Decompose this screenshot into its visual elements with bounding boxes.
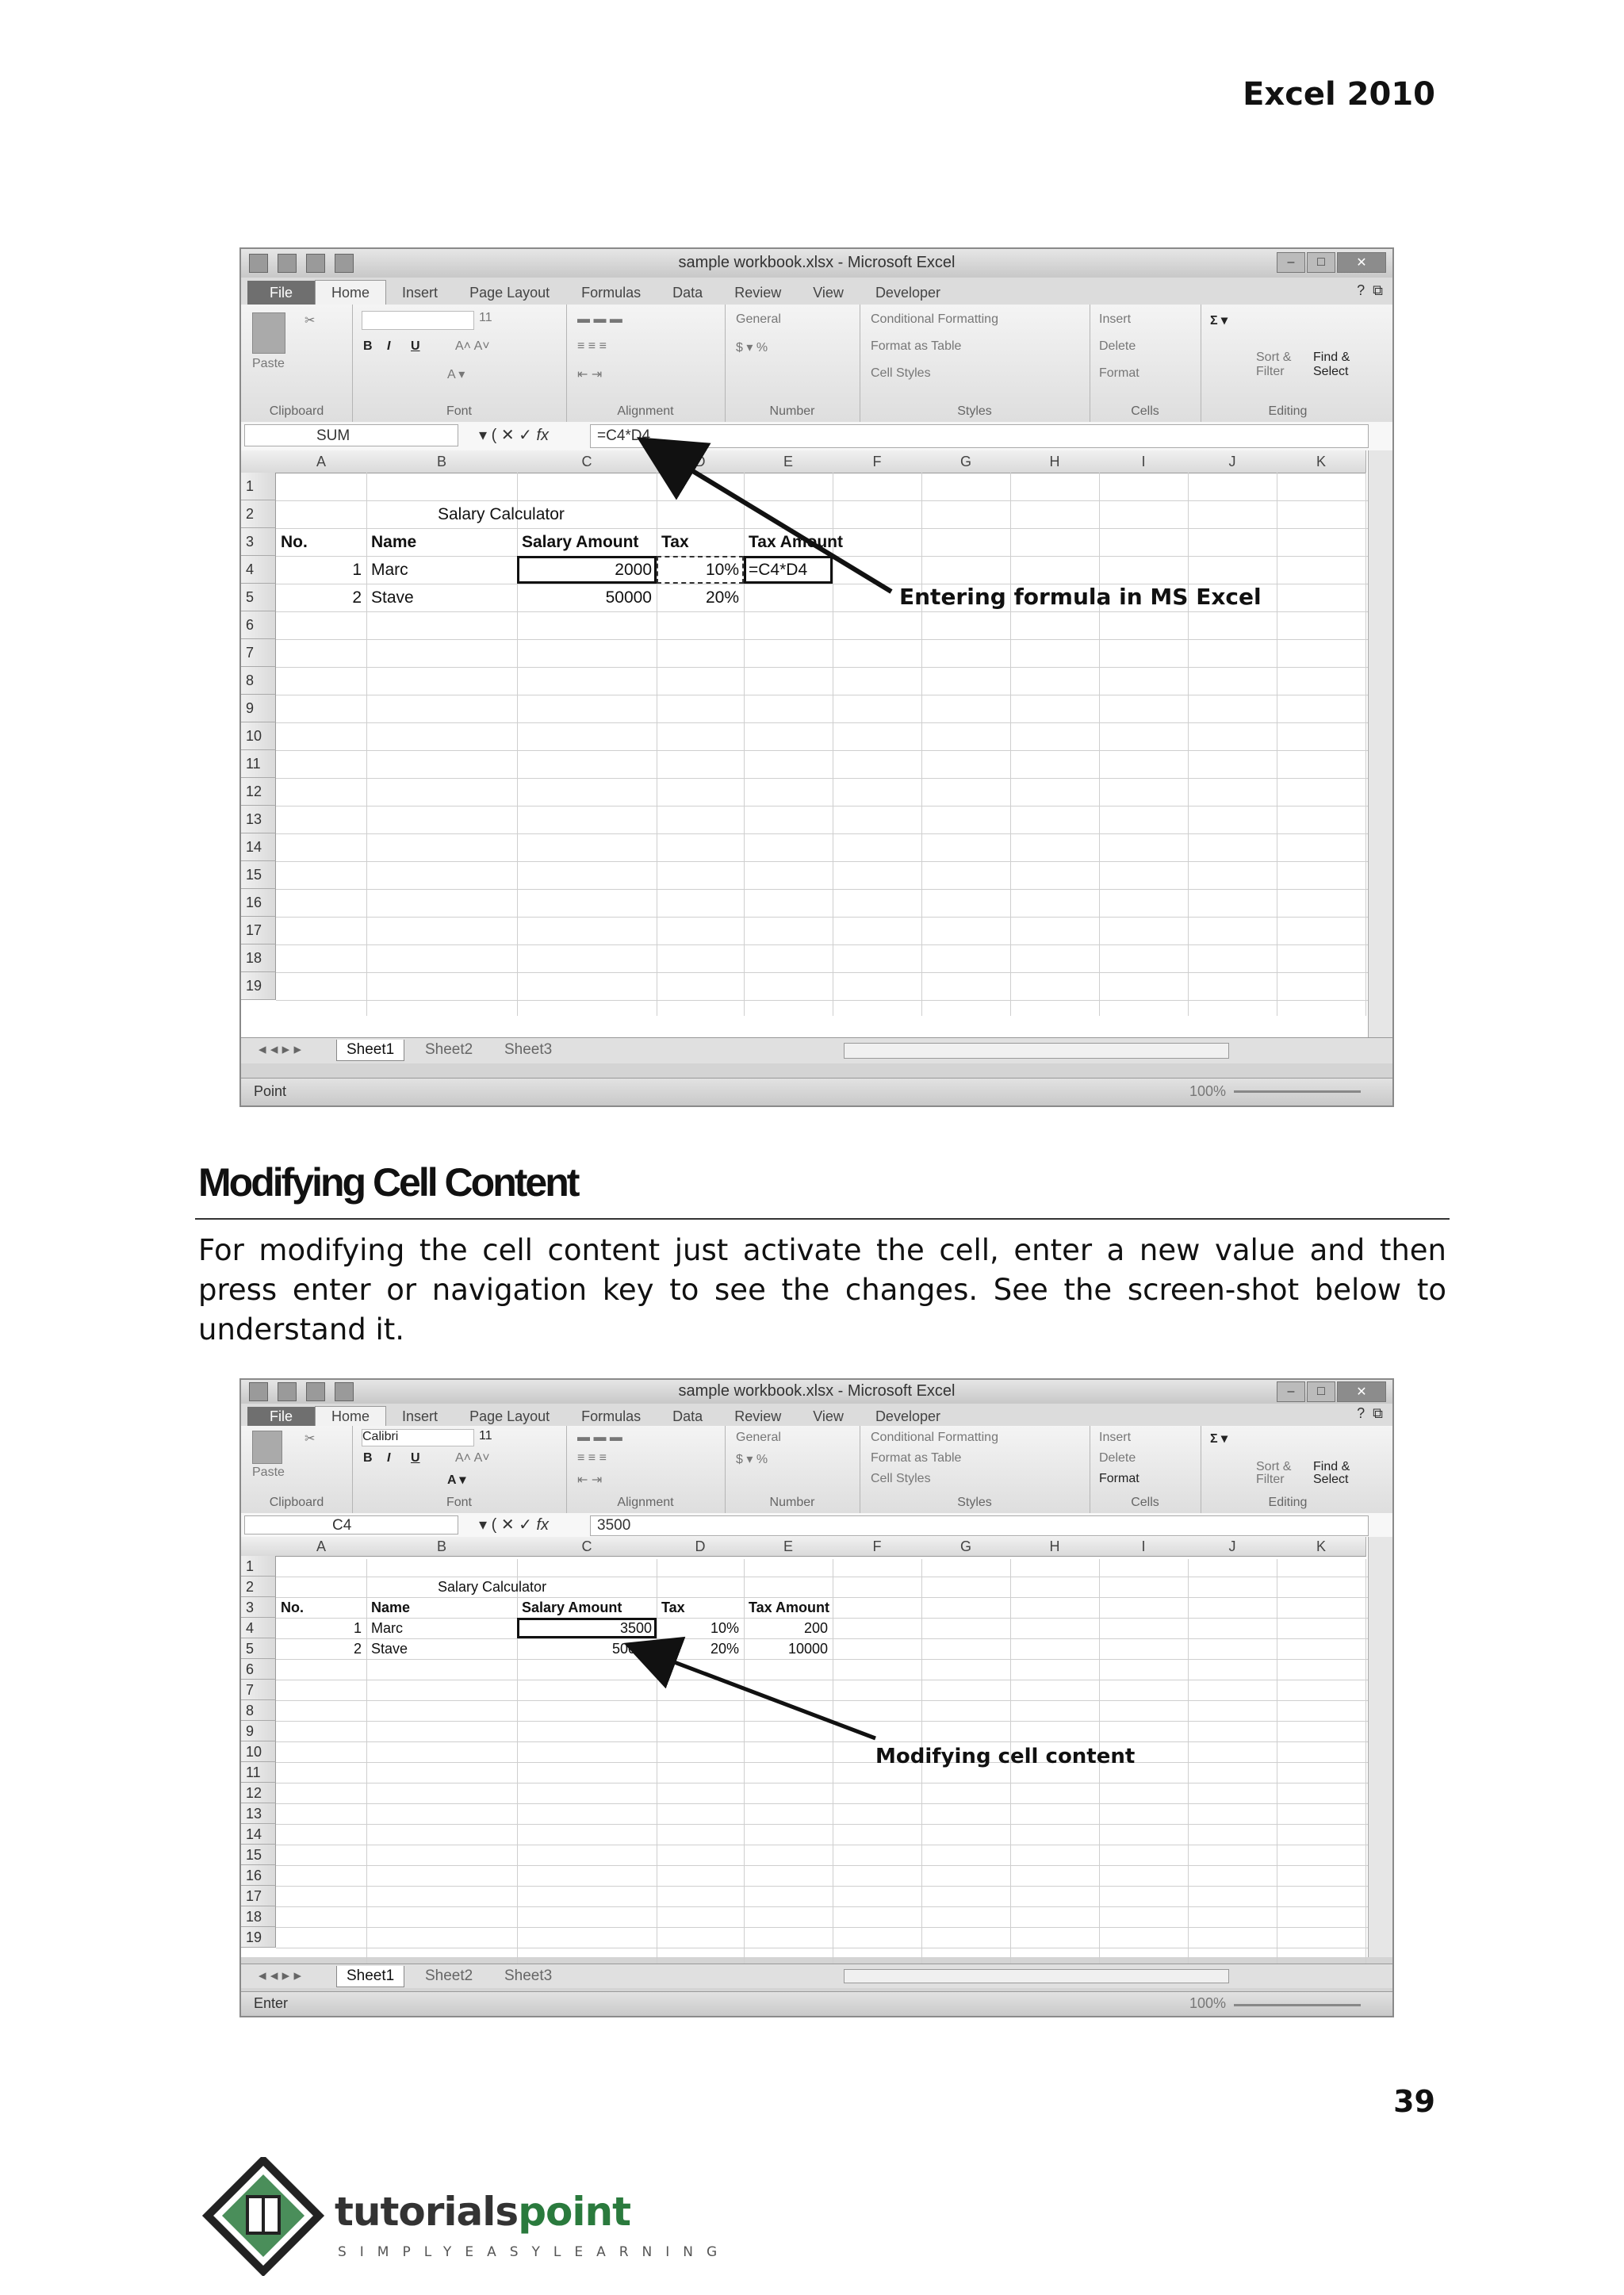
row-header-16[interactable]: 16 <box>241 889 276 917</box>
sheet-tab-2[interactable]: Sheet2 <box>425 1041 473 1058</box>
name-box[interactable]: SUM <box>244 424 458 446</box>
sheet-tab-3[interactable]: Sheet3 <box>504 1967 553 1984</box>
close-button[interactable]: ✕ <box>1337 1381 1386 1402</box>
tab-data[interactable]: Data <box>672 1408 703 1424</box>
tab-review[interactable]: Review <box>734 1408 782 1424</box>
column-header-a[interactable]: A <box>276 1537 367 1557</box>
column-header-g[interactable]: G <box>921 450 1011 473</box>
cell-e3[interactable]: Tax Amount <box>749 533 843 551</box>
cell-c3[interactable]: Salary Amount <box>522 533 639 551</box>
cell-c5[interactable]: 50000 <box>611 1641 652 1657</box>
paste-button[interactable]: Paste <box>252 357 285 370</box>
cell-a5[interactable]: 2 <box>353 1641 362 1657</box>
clipboard-label: Clipboard <box>269 404 324 418</box>
sheet-tab-1[interactable]: Sheet1 <box>336 1966 404 1987</box>
cells-label: Cells <box>1131 1496 1159 1509</box>
column-header-d[interactable]: D <box>657 450 745 473</box>
cell-styles-button[interactable]: Cell Styles <box>871 366 931 380</box>
column-header-g[interactable]: G <box>921 1537 1011 1557</box>
bold-button[interactable]: B <box>363 1451 373 1465</box>
status-mode: Point <box>254 1083 287 1099</box>
row-header-7[interactable]: 7 <box>241 639 276 667</box>
cell-d4[interactable]: 10% <box>710 1620 739 1636</box>
column-header-j[interactable]: J <box>1188 1537 1277 1557</box>
column-header-e[interactable]: E <box>744 450 833 473</box>
paste-button[interactable]: Paste <box>252 1466 285 1479</box>
tab-insert[interactable]: Insert <box>402 1408 439 1424</box>
column-header-f[interactable]: F <box>833 1537 922 1557</box>
formula-input[interactable]: =C4*D4 <box>590 424 1369 448</box>
cell-styles-button[interactable]: Cell Styles <box>871 1472 931 1485</box>
sheet-tab-2[interactable]: Sheet2 <box>425 1967 473 1984</box>
styles-label: Styles <box>957 1496 992 1509</box>
currency-icon[interactable]: $ ▾ % <box>736 1453 768 1466</box>
column-header-b[interactable]: B <box>366 450 518 473</box>
row-header-9[interactable]: 9 <box>241 1721 276 1741</box>
row-header-10[interactable]: 10 <box>241 1741 276 1762</box>
number-label: Number <box>769 404 815 418</box>
number-format-box[interactable]: General <box>736 1431 781 1444</box>
logo-wordmark <box>335 2189 630 2235</box>
cell-d5[interactable]: 20% <box>710 1641 739 1657</box>
tab-page-layout[interactable]: Page Layout <box>469 1408 550 1424</box>
row-header-5[interactable]: 5 <box>241 584 276 611</box>
annotation-text: Entering formula in MS Excel <box>899 584 1262 610</box>
row-header-8[interactable]: 8 <box>241 1700 276 1721</box>
tab-view[interactable]: View <box>813 285 844 301</box>
excel-screenshot-formula <box>239 247 1394 1107</box>
logo-tagline: SIMPLYEASYLEARNING <box>338 2244 731 2260</box>
window-title: sample workbook.xlsx - Microsoft Excel <box>678 1382 956 1400</box>
font-size-box[interactable]: 11 <box>479 1429 492 1443</box>
row-header-2[interactable]: 2 <box>241 1577 276 1597</box>
column-header-a[interactable]: A <box>276 450 367 473</box>
conditional-formatting-button[interactable]: Conditional Formatting <box>871 1431 998 1444</box>
section-title: Modifying Cell Content <box>198 1160 578 1205</box>
insert-cells-button[interactable]: Insert <box>1099 312 1132 326</box>
number-label: Number <box>769 1496 815 1509</box>
row-header-14[interactable]: 14 <box>241 833 276 861</box>
column-header-f[interactable]: F <box>833 450 922 473</box>
tab-home[interactable]: Home <box>315 280 386 305</box>
cell-e4[interactable]: =C4*D4 <box>749 561 808 579</box>
cells-label: Cells <box>1131 404 1159 418</box>
cell-a3[interactable]: No. <box>281 533 308 551</box>
row-header-6[interactable]: 6 <box>241 1659 276 1680</box>
align-center-icon[interactable]: ≡ ≡ ≡ <box>577 1451 607 1465</box>
formula-icons[interactable]: ▾ ( ✕ ✓ fx <box>479 1516 550 1534</box>
cell-c3[interactable]: Salary Amount <box>522 1600 622 1615</box>
cell-e4[interactable]: 200 <box>803 1620 828 1636</box>
maximize-button[interactable]: □ <box>1307 1381 1335 1402</box>
row-header-18[interactable]: 18 <box>241 1906 276 1927</box>
cell-b4[interactable]: Marc <box>371 561 408 579</box>
styles-label: Styles <box>957 404 992 418</box>
tab-home[interactable]: Home <box>315 1406 386 1426</box>
name-box[interactable]: C4 <box>244 1515 458 1534</box>
sheet-tab-3[interactable]: Sheet3 <box>504 1041 553 1058</box>
cell-c4[interactable]: 3500 <box>619 1620 652 1636</box>
font-label: Font <box>446 404 472 418</box>
conditional-formatting-button[interactable]: Conditional Formatting <box>871 312 998 326</box>
row-header-13[interactable]: 13 <box>241 1803 276 1824</box>
tab-file[interactable]: File <box>247 1407 315 1426</box>
grow-font-icon[interactable]: A˄ A˅ <box>455 1451 490 1465</box>
row-header-3[interactable]: 3 <box>241 528 276 556</box>
row-header-9[interactable]: 9 <box>241 695 276 722</box>
format-as-table-button[interactable]: Format as Table <box>871 339 962 353</box>
row-header-12[interactable]: 12 <box>241 778 276 806</box>
row-header-8[interactable]: 8 <box>241 667 276 695</box>
format-cells-button[interactable]: Format <box>1099 1472 1139 1485</box>
sort-filter-button[interactable]: Sort & Filter <box>1256 351 1292 378</box>
row-header-11[interactable]: 11 <box>241 1762 276 1783</box>
row-header-19[interactable]: 19 <box>241 1927 276 1948</box>
cell-a5[interactable]: 2 <box>352 588 362 607</box>
row-header-5[interactable]: 5 <box>241 1638 276 1659</box>
cell-c5[interactable]: 50000 <box>605 588 652 607</box>
cell-b4[interactable]: Marc <box>371 1620 403 1636</box>
minimize-button[interactable]: – <box>1277 1381 1305 1402</box>
tab-insert[interactable]: Insert <box>402 285 439 301</box>
column-header-h[interactable]: H <box>1010 1537 1100 1557</box>
maximize-button[interactable]: □ <box>1307 252 1335 273</box>
column-header-k[interactable]: K <box>1277 450 1366 473</box>
row-header-15[interactable]: 15 <box>241 861 276 889</box>
column-header-d[interactable]: D <box>657 1537 745 1557</box>
cell-b5[interactable]: Stave <box>371 588 414 607</box>
cell-b2[interactable]: Salary Calculator <box>438 505 565 523</box>
tab-formulas[interactable]: Formulas <box>581 285 642 301</box>
format-as-table-button[interactable]: Format as Table <box>871 1451 962 1465</box>
indent-icon[interactable]: ⇤ ⇥ <box>577 368 603 381</box>
tab-formulas[interactable]: Formulas <box>581 1408 642 1424</box>
close-button[interactable]: ✕ <box>1337 252 1386 273</box>
currency-icon[interactable]: $ ▾ % <box>736 341 768 354</box>
sheet-tab-1[interactable]: Sheet1 <box>336 1040 404 1061</box>
row-header-7[interactable]: 7 <box>241 1680 276 1700</box>
column-header-c[interactable]: C <box>517 1537 657 1557</box>
tab-data[interactable]: Data <box>672 285 703 301</box>
cell-d3[interactable]: Tax <box>661 533 689 551</box>
formula-icons[interactable]: ▾ ( ✕ ✓ fx <box>479 427 550 444</box>
window-title: sample workbook.xlsx - Microsoft Excel <box>678 254 956 271</box>
font-name-box[interactable]: Calibri <box>362 1429 474 1446</box>
help-icon[interactable]: ? <box>1357 282 1365 298</box>
indent-icon[interactable]: ⇤ ⇥ <box>577 1473 603 1487</box>
page-number: 39 <box>1393 2084 1435 2119</box>
autosum-icon[interactable]: Σ ▾ <box>1210 314 1228 328</box>
underline-button[interactable]: U <box>411 339 420 353</box>
column-header-j[interactable]: J <box>1188 450 1277 473</box>
format-cells-button[interactable]: Format <box>1099 366 1139 380</box>
sheet-nav-icon[interactable]: ◂ ◂ ▸ ▸ <box>259 1041 301 1058</box>
number-format-box[interactable]: General <box>736 312 781 326</box>
section-divider <box>195 1218 1450 1220</box>
font-color-icon[interactable]: A ▾ <box>447 1473 466 1487</box>
row-header-15[interactable]: 15 <box>241 1845 276 1865</box>
excel-screenshot-modify <box>239 1378 1394 2017</box>
font-color-icon[interactable]: A ▾ <box>447 368 465 381</box>
clipboard-label: Clipboard <box>269 1496 324 1509</box>
tab-page-layout[interactable]: Page Layout <box>469 285 550 301</box>
font-label: Font <box>446 1496 472 1509</box>
status-mode: Enter <box>254 1995 289 2011</box>
tab-developer[interactable]: Developer <box>875 1408 940 1424</box>
tab-file[interactable]: File <box>247 281 315 305</box>
alignment-label: Alignment <box>617 1496 674 1509</box>
row-header-16[interactable]: 16 <box>241 1865 276 1886</box>
cut-icon[interactable]: ✂ <box>304 314 316 328</box>
cell-a4[interactable]: 1 <box>353 1620 362 1636</box>
row-header-14[interactable]: 14 <box>241 1824 276 1845</box>
column-header-b[interactable]: B <box>366 1537 518 1557</box>
row-header-18[interactable]: 18 <box>241 944 276 972</box>
section-body: For modifying the cell content just activate the cell, enter a new value and then press enter or navigation key to see the changes. See the screen-shot below to understand it. <box>198 1233 1446 1347</box>
cell-e5[interactable]: 10000 <box>787 1641 828 1657</box>
cell-b2[interactable]: Salary Calculator <box>438 1579 547 1595</box>
sort-filter-button[interactable]: Sort & Filter <box>1256 1460 1292 1486</box>
row-header-4[interactable]: 4 <box>241 556 276 584</box>
row-header-12[interactable]: 12 <box>241 1783 276 1803</box>
cell-e3[interactable]: Tax Amount <box>749 1600 829 1615</box>
tab-view[interactable]: View <box>813 1408 844 1424</box>
minimize-button[interactable]: – <box>1277 252 1305 273</box>
annotation-arrow <box>241 249 1394 1107</box>
cell-d5[interactable]: 20% <box>705 588 739 607</box>
tab-review[interactable]: Review <box>734 285 782 301</box>
column-header-e[interactable]: E <box>744 1537 833 1557</box>
alignment-label: Alignment <box>617 404 674 418</box>
page-header: Excel 2010 <box>1243 76 1435 113</box>
cell-b3[interactable]: Name <box>371 533 417 551</box>
autosum-icon[interactable]: Σ ▾ <box>1210 1432 1228 1446</box>
cell-b5[interactable]: Stave <box>371 1641 408 1657</box>
row-header-4[interactable]: 4 <box>241 1618 276 1638</box>
row-header-6[interactable]: 6 <box>241 611 276 639</box>
find-select-button[interactable]: Find & Select <box>1313 1460 1350 1486</box>
tutorialspoint-logo <box>200 2157 731 2276</box>
grow-font-icon[interactable]: A˄ A˅ <box>455 339 490 353</box>
find-select-button[interactable]: Find & Select <box>1313 351 1350 378</box>
column-header-h[interactable]: H <box>1010 450 1100 473</box>
column-header-c[interactable]: C <box>517 450 657 473</box>
logo-word-1: tutorials <box>335 2189 519 2235</box>
column-header-k[interactable]: K <box>1277 1537 1366 1557</box>
row-header-11[interactable]: 11 <box>241 750 276 778</box>
formula-input[interactable]: 3500 <box>590 1515 1369 1536</box>
italic-button[interactable]: I <box>387 339 391 353</box>
cell-b3[interactable]: Name <box>371 1600 411 1615</box>
insert-cells-button[interactable]: Insert <box>1099 1431 1132 1444</box>
help-icon[interactable]: ? <box>1357 1405 1365 1421</box>
row-header-2[interactable]: 2 <box>241 500 276 528</box>
zoom-level: 100% <box>1189 1083 1226 1099</box>
restore-ribbon-icon[interactable]: ⧉ <box>1373 282 1383 298</box>
restore-ribbon-icon[interactable]: ⧉ <box>1373 1405 1383 1421</box>
column-header-i[interactable]: I <box>1099 450 1189 473</box>
editing-label: Editing <box>1268 1496 1308 1509</box>
row-header-3[interactable]: 3 <box>241 1597 276 1618</box>
delete-cells-button[interactable]: Delete <box>1099 339 1136 353</box>
logo-word-2: point <box>518 2189 630 2235</box>
cell-a4[interactable]: 1 <box>352 561 362 579</box>
editing-label: Editing <box>1268 404 1308 418</box>
align-top-icon[interactable]: ▬ ▬ ▬ <box>577 1431 622 1444</box>
underline-button[interactable]: U <box>411 1451 420 1465</box>
cell-d3[interactable]: Tax <box>661 1600 685 1615</box>
cell-d4[interactable]: 10% <box>705 561 739 579</box>
cut-icon[interactable]: ✂ <box>304 1432 316 1446</box>
row-header-17[interactable]: 17 <box>241 917 276 944</box>
row-header-13[interactable]: 13 <box>241 806 276 833</box>
column-header-i[interactable]: I <box>1099 1537 1189 1557</box>
align-center-icon[interactable]: ≡ ≡ ≡ <box>577 339 607 353</box>
zoom-level: 100% <box>1189 1995 1226 2011</box>
row-header-1[interactable]: 1 <box>241 473 276 500</box>
annotation-text: Modifying cell content <box>875 1745 1136 1768</box>
delete-cells-button[interactable]: Delete <box>1099 1451 1136 1465</box>
font-size-box[interactable]: 11 <box>479 311 492 324</box>
cell-c4[interactable]: 2000 <box>615 561 652 579</box>
tab-developer[interactable]: Developer <box>875 285 940 301</box>
row-header-10[interactable]: 10 <box>241 722 276 750</box>
row-header-17[interactable]: 17 <box>241 1886 276 1906</box>
italic-button[interactable]: I <box>387 1451 391 1465</box>
row-header-1[interactable]: 1 <box>241 1556 276 1577</box>
cell-a3[interactable]: No. <box>281 1600 304 1615</box>
annotation-arrow <box>241 1380 1394 2017</box>
bold-button[interactable]: B <box>363 339 373 353</box>
logo-mark-icon <box>200 2157 335 2276</box>
align-top-icon[interactable]: ▬ ▬ ▬ <box>577 312 622 326</box>
row-header-19[interactable]: 19 <box>241 972 276 1000</box>
sheet-nav-icon[interactable]: ◂ ◂ ▸ ▸ <box>259 1967 301 1984</box>
